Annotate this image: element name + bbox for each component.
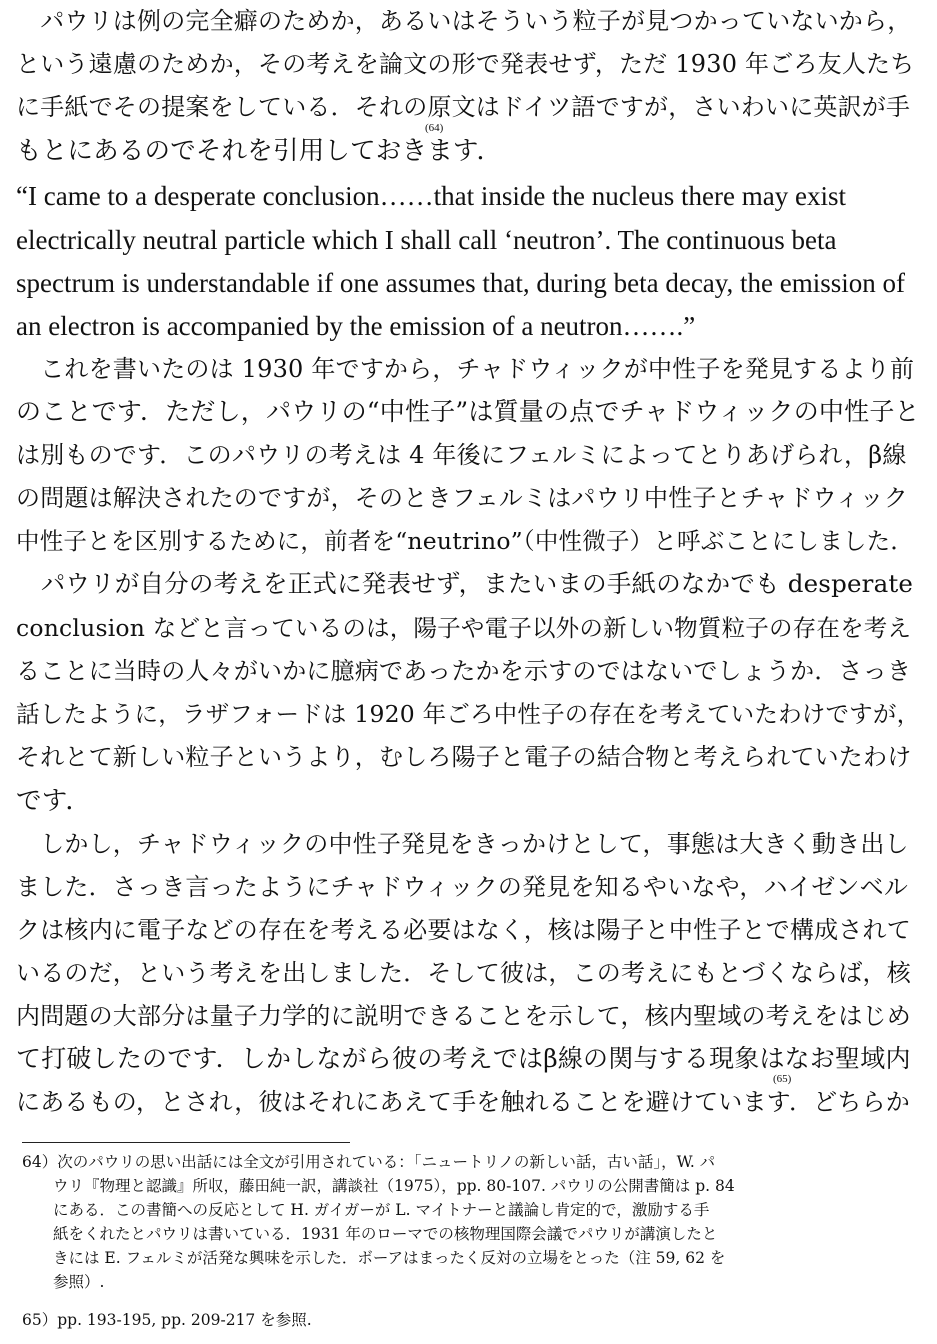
quote-line-4: an electron is accompanied by the emission of a neutron…….”: [16, 311, 696, 341]
body-line-1: パウリは例の完全癖のためか，あるいはそういう粒子が見つかっていないから，: [16, 7, 912, 35]
body-line-22: クは核内に電子などの存在を考える必要はなく，核は陽子と中性子とで構成されて: [16, 916, 911, 944]
body-line-25: て打破したのです．しかしながら彼の考えではβ線の関与する現象はなお聖域内: [16, 1044, 911, 1073]
body-line-13: 中性子とを区別するために，前者を“neutrino”（中性微子）と呼ぶことにしました．: [16, 527, 915, 555]
footnote-65: 65）pp. 193-195, pp. 209-217 を参照.: [22, 1311, 312, 1329]
footnote-64-line-6: 参照）.: [22, 1273, 105, 1291]
body-line-3: に手紙でその提案をしている．それの原文はドイツ語ですが，さいわいに英訳が手: [16, 93, 911, 121]
body-line-12: の問題は解決されたのですが，そのときフェルミはパウリ中性子とチャドウィック: [16, 484, 909, 512]
body-line-14: パウリが自分の考えを正式に発表せず，またいまの手紙のなかでも desperate: [16, 569, 914, 598]
body-line-11: は別ものです．このパウリの考えは 4 年後にフェルミによってとりあげられ，β線: [16, 441, 907, 469]
quote-line-2: electrically neutral particle which I shall call ‘neutron’. The continuous beta: [16, 225, 837, 255]
body-line-15: conclusion などと言っているのは，陽子や電子以外の新しい物質粒子の存在を考え: [16, 614, 912, 642]
body-line-4: もとにあるのでそれを引用しておきます．: [16, 136, 503, 166]
body-line-2: という遠慮のためか，その考えを論文の形で発表せず，ただ 1930 年ごろ友人たち: [16, 50, 915, 78]
footnote-64-line-3: にある．この書簡への反応として H. ガイガーが L. マイトナーと議論し肯定的で，激励する手: [22, 1201, 710, 1219]
body-line-21: ました．さっき言ったようにチャドウィックの発見を知るやいなや，ハイゼンベル: [16, 873, 909, 901]
body-line-23: いるのだ，という考えを出しました．そして彼は，この考えにもとづくならば，核: [16, 959, 911, 987]
body-line-18: それとて新しい粒子というより，むしろ陽子と電子の結合物と考えられていたわけ: [16, 743, 912, 771]
footnote-divider: [22, 1142, 350, 1143]
body-line-19: です．: [16, 786, 92, 816]
footnote-64-line-5: きには E. フェルミが活発な興味を示した．ボーアはまったく反対の立場をとった（注 59, 62 を: [22, 1249, 726, 1267]
body-line-20: しかし，チャドウィックの中性子発見をきっかけとして，事態は大きく動き出し: [16, 830, 909, 858]
footnote-64-line-4: 紙をくれたとパウリは書いている．1931 年のローマでの核物理国際会議でパウリが講演したと: [22, 1225, 718, 1243]
footnote-64-line-2: ウリ『物理と認識』所収，藤田純一訳，講談社（1975），pp. 80-107. パウリの公開書簡は p. 84: [22, 1177, 735, 1195]
body-line-17: 話したように，ラザフォードは 1920 年ごろ中性子の存在を考えていたわけですが，: [16, 700, 921, 728]
body-line-26: にあるもの，とされ，彼はそれにあえて手を触れることを避けています．どちらか: [16, 1088, 910, 1116]
footnote-ref-65: (65): [773, 1073, 792, 1085]
body-line-16: ることに当時の人々がいかに臆病であったかを示すのではないでしょうか．さっき: [16, 657, 912, 685]
body-line-9: これを書いたのは 1930 年ですから，チャドウィックが中性子を発見するより前: [16, 355, 915, 383]
footnote-ref-64: (64): [425, 122, 444, 134]
body-line-10: のことです．ただし，パウリの“中性子”は質量の点でチャドウィックの中性子と: [16, 397, 920, 426]
footnote-64-line-1: 64）次のパウリの思い出話には全文が引用されている：「ニュートリノの新しい話，古い話」，W. パ: [22, 1153, 716, 1171]
body-line-24: 内問題の大部分は量子力学的に説明できることを示して，核内聖域の考えをはじめ: [16, 1002, 911, 1030]
quote-line-1: “I came to a desperate conclusion……that inside the nucleus there may exist: [16, 181, 846, 211]
quote-line-3: spectrum is understandable if one assumes that, during beta decay, the emission of: [16, 268, 906, 298]
